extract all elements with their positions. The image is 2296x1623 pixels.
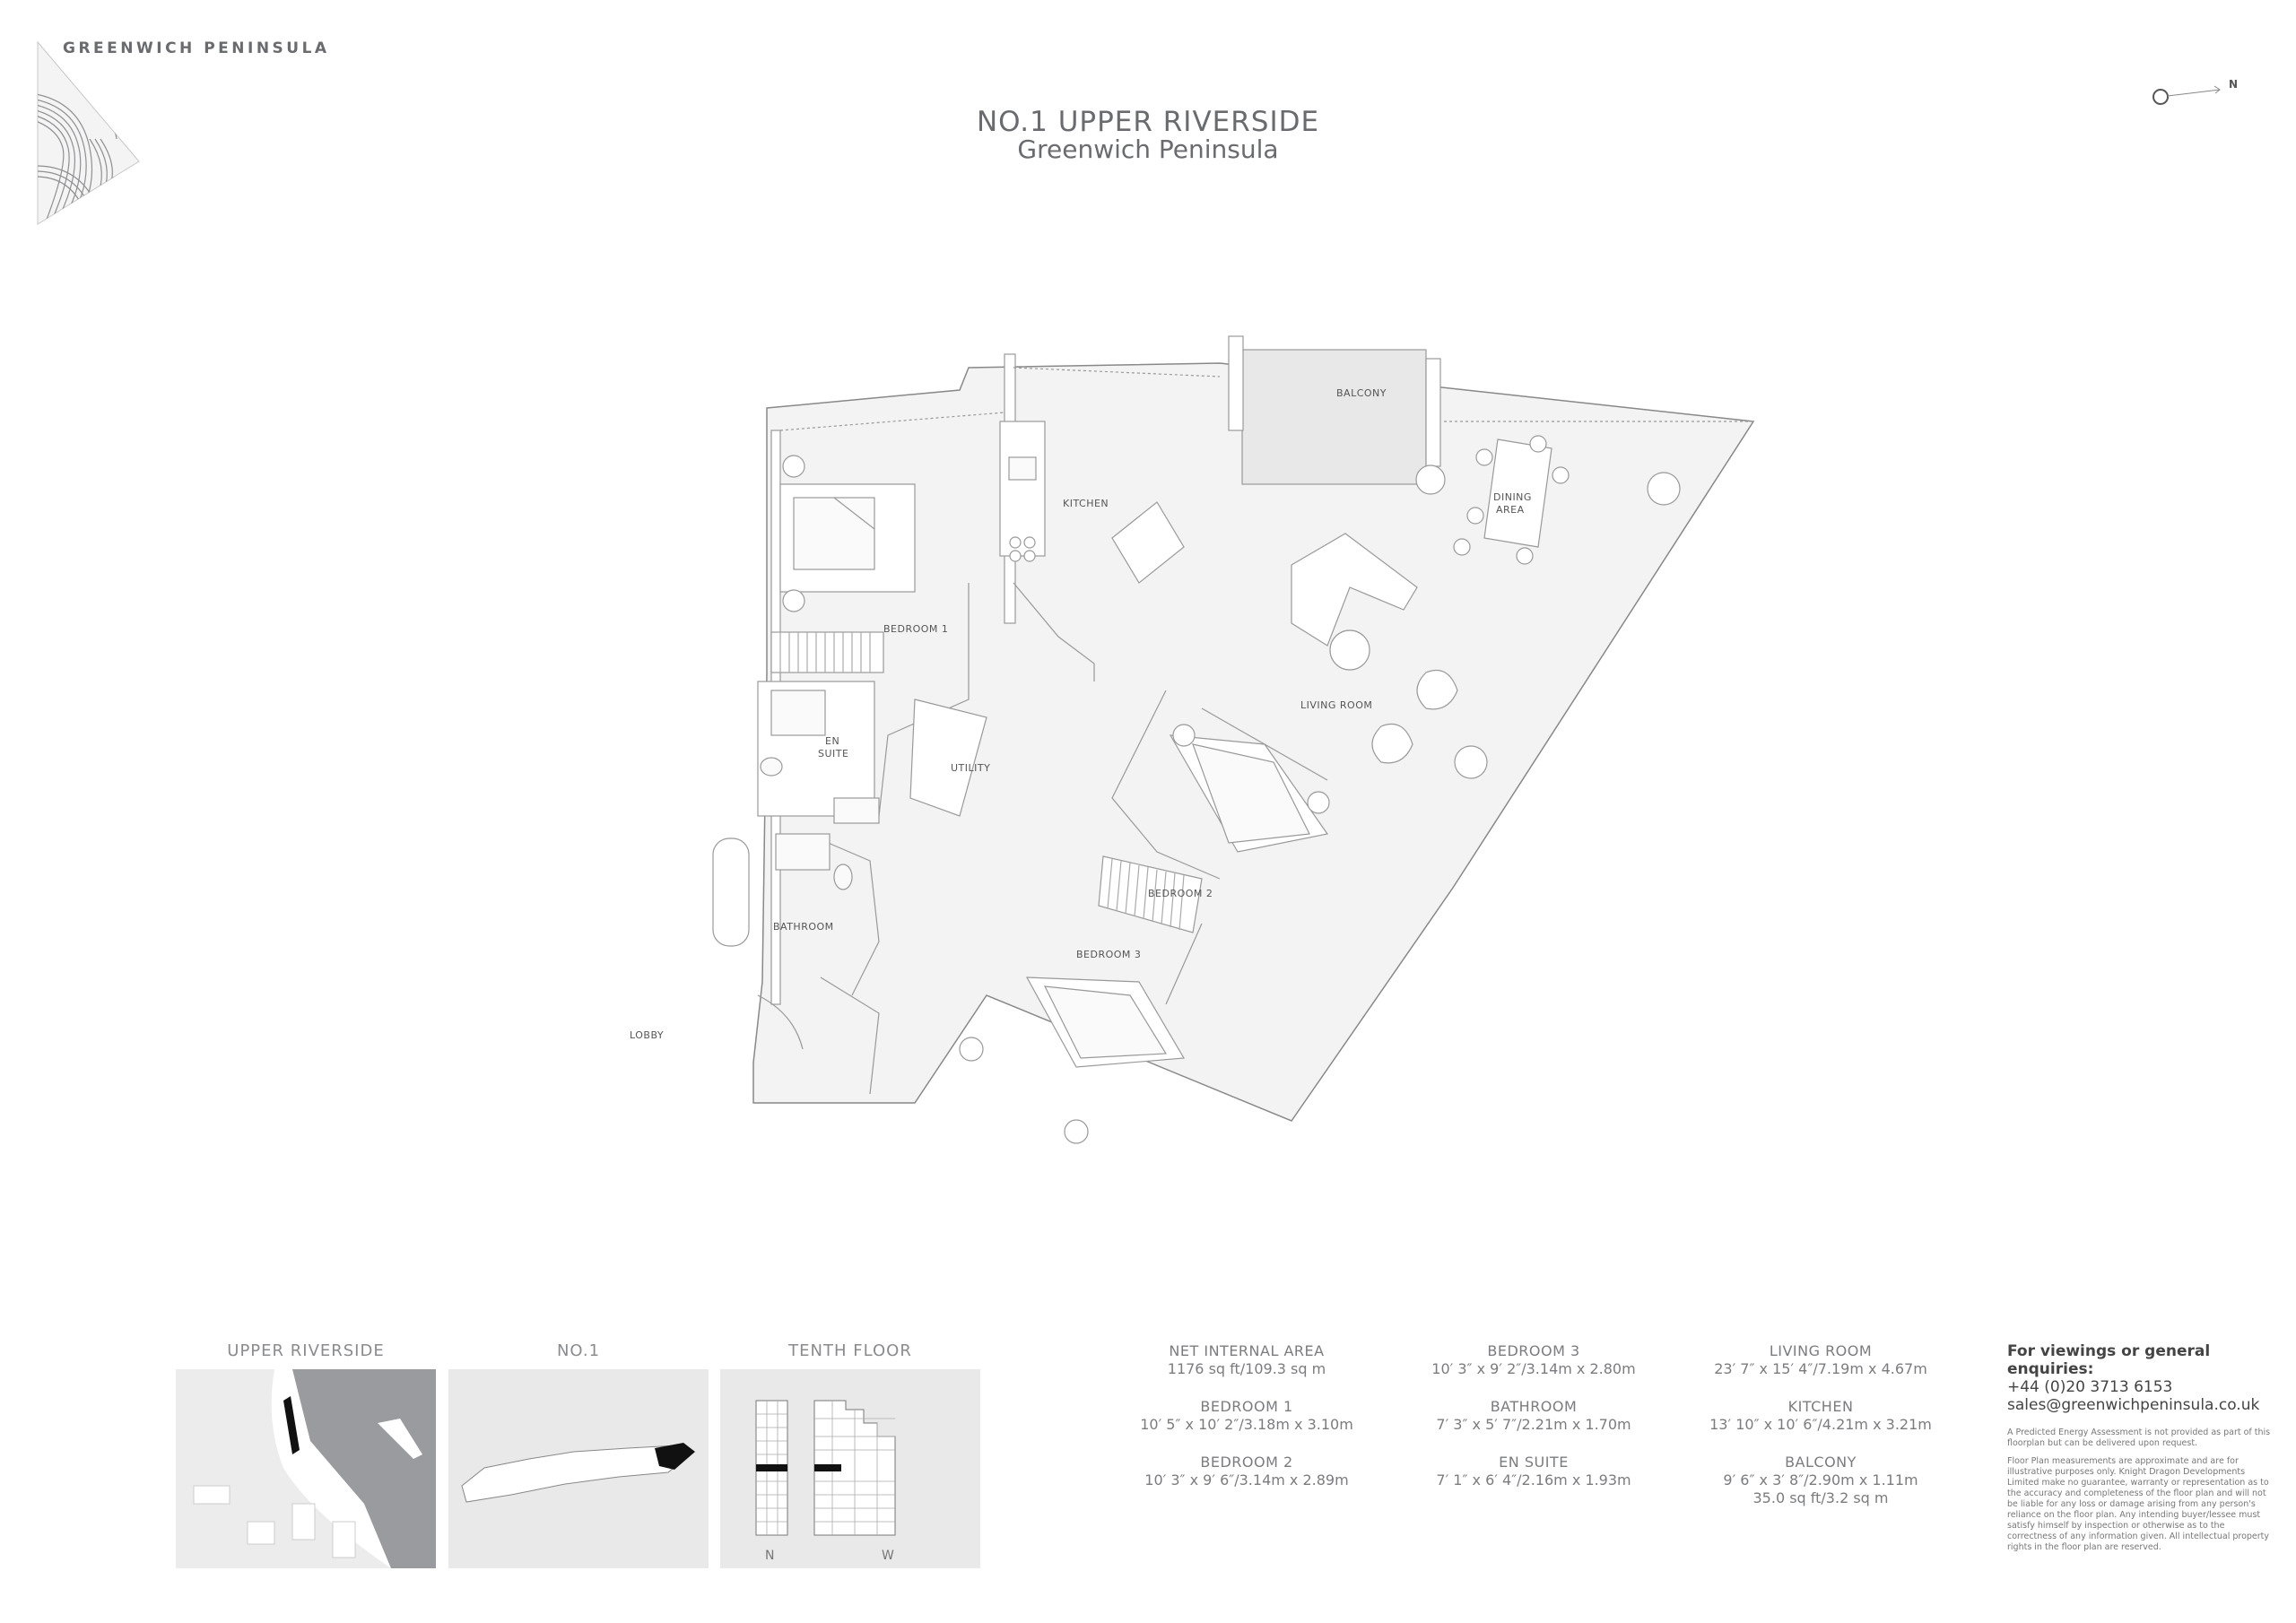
- floor-map-title: TENTH FLOOR: [788, 1341, 912, 1360]
- room-label-utility: UTILITY: [951, 762, 991, 774]
- room-label-kitchen: KITCHEN: [1063, 498, 1109, 509]
- room-label-bathroom: BATHROOM: [773, 921, 834, 933]
- building-map: [448, 1369, 709, 1568]
- floor-plan: [538, 314, 1776, 1211]
- site-map-title: UPPER RIVERSIDE: [227, 1341, 385, 1360]
- dimensions-column-1: [1112, 1342, 1381, 1509]
- elevation-label-n: N: [765, 1549, 775, 1563]
- dim-value: 23′ 7″ x 15′ 4″/7.19m x 4.67m: [1714, 1360, 1927, 1377]
- page-subtitle: Greenwich Peninsula: [1017, 135, 1279, 164]
- room-label-ensuite-2: SUITE: [818, 748, 849, 759]
- room-label-living: LIVING ROOM: [1300, 699, 1373, 711]
- room-label-bedroom1: BEDROOM 1: [883, 623, 949, 635]
- room-label-bedroom3: BEDROOM 3: [1076, 949, 1142, 960]
- dim-heading: EN SUITE: [1499, 1454, 1569, 1471]
- brand-name: GREENWICH PENINSULA: [63, 39, 330, 57]
- dim-value: 7′ 3″ x 5′ 7″/2.21m x 1.70m: [1436, 1416, 1631, 1433]
- dim-value: 1176 sq ft/109.3 sq m: [1167, 1360, 1326, 1377]
- site-map-graphic: [176, 1369, 436, 1568]
- dim-value: 7′ 1″ x 6′ 4″/2.16m x 1.93m: [1436, 1471, 1631, 1488]
- building-map-title: NO.1: [556, 1341, 601, 1360]
- disclaimer-energy: A Predicted Energy Assessment is not provided as part of this floorplan but can be delivered upon request.: [2007, 1428, 2271, 1448]
- page-title: NO.1 UPPER RIVERSIDE: [976, 106, 1320, 138]
- dimensions-column-3: [1686, 1342, 1955, 1527]
- dim-value: 10′ 3″ x 9′ 6″/3.14m x 2.89m: [1144, 1471, 1349, 1488]
- contact-email[interactable]: sales@greenwichpeninsula.co.uk: [2007, 1396, 2260, 1414]
- room-label-ensuite-1: EN: [825, 735, 840, 747]
- north-label: N: [2229, 78, 2239, 91]
- disclaimer-measurements: Floor Plan measurements are approximate and are for illustrative purposes only. Knight Dragon Developments Limited make no guarantee, warranty or representation as to the accuracy and completeness of the floor plan and will not be liable for any loss or damage arising from any person's reliance on the floor plan. Any intending buyer/lessee must satisfy himself by inspection or otherwise as to the correctness of any information given. All intellectual property rights in the floor plan are reserved.: [2007, 1456, 2270, 1552]
- dim-heading: KITCHEN: [1787, 1398, 1854, 1415]
- dim-heading: BEDROOM 1: [1200, 1398, 1293, 1415]
- room-label-lobby: LOBBY: [630, 1029, 665, 1041]
- floor-map: [720, 1369, 980, 1568]
- site-map: [176, 1369, 436, 1568]
- room-label-dining-1: DINING: [1493, 491, 1532, 503]
- dim-value: 9′ 6″ x 3′ 8″/2.90m x 1.11m: [1723, 1471, 1918, 1488]
- dim-heading: LIVING ROOM: [1769, 1342, 1873, 1359]
- building-map-graphic: [448, 1369, 709, 1568]
- elevation-graphic: [720, 1369, 980, 1568]
- dimensions-column-2: [1399, 1342, 1668, 1509]
- balcony-area: [1242, 350, 1426, 484]
- dim-value: 13′ 10″ x 10′ 6″/4.21m x 3.21m: [1709, 1416, 1932, 1433]
- room-label-bedroom2: BEDROOM 2: [1148, 888, 1213, 899]
- room-label-dining-2: AREA: [1496, 504, 1525, 516]
- contact-heading: For viewings or general enquiries:: [2007, 1342, 2211, 1378]
- dim-heading: NET INTERNAL AREA: [1169, 1342, 1325, 1359]
- dim-area: 35.0 sq ft/3.2 sq m: [1752, 1489, 1889, 1506]
- north-arrow-icon: [2139, 77, 2256, 113]
- room-label-balcony: BALCONY: [1336, 387, 1387, 399]
- dim-heading: BATHROOM: [1490, 1398, 1578, 1415]
- disclaimer: [2007, 1428, 2276, 1560]
- contact-block: [2007, 1342, 2276, 1414]
- dim-heading: BEDROOM 3: [1487, 1342, 1580, 1359]
- contact-phone[interactable]: +44 (0)20 3713 6153: [2007, 1378, 2173, 1396]
- dim-value: 10′ 3″ x 9′ 2″/3.14m x 2.80m: [1431, 1360, 1636, 1377]
- floor-marker-w: [814, 1464, 841, 1471]
- floor-marker-n: [756, 1464, 787, 1471]
- dim-heading: BEDROOM 2: [1200, 1454, 1293, 1471]
- dim-heading: BALCONY: [1785, 1454, 1857, 1471]
- dim-value: 10′ 5″ x 10′ 2″/3.18m x 3.10m: [1140, 1416, 1353, 1433]
- elevation-label-w: W: [882, 1549, 894, 1563]
